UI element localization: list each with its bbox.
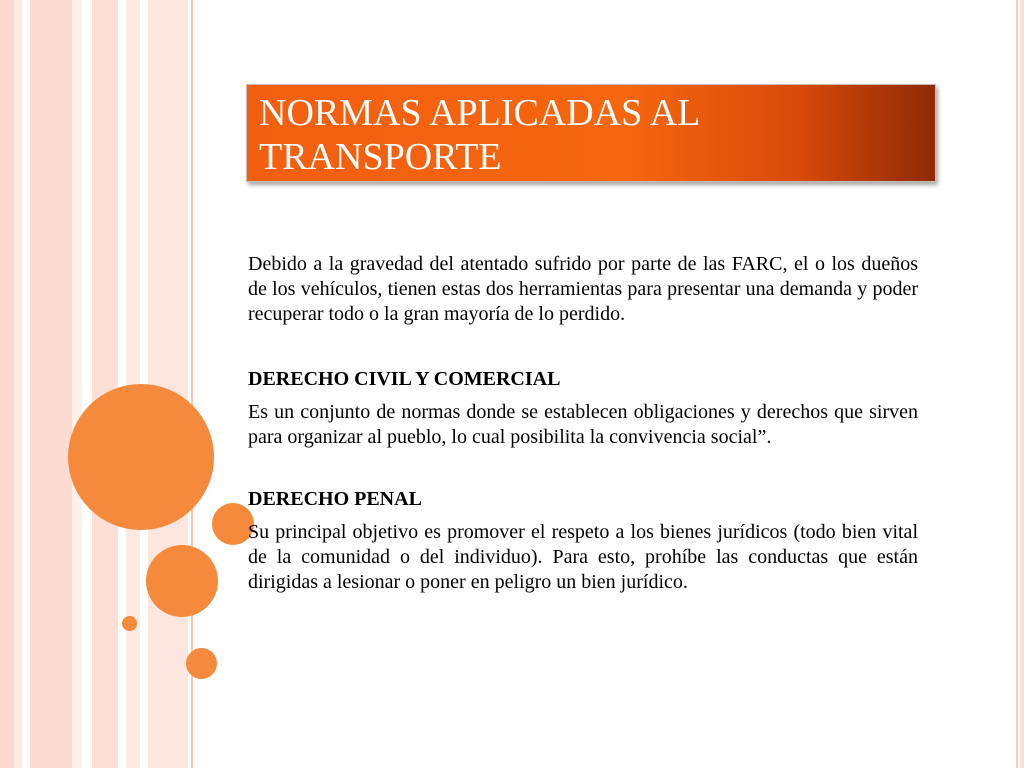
slide-body xyxy=(248,252,918,595)
stripe xyxy=(30,0,72,768)
section-body-penal: Su principal objetivo es promover el respeto a los bienes jurídicos (todo bien vital de la comunidad o del individuo). Para esto, prohíbe las conductas que están dirigidas a lesionar o poner en peligro un bien jurídico. xyxy=(248,521,918,593)
section-heading-penal: DERECHO PENAL xyxy=(248,488,422,510)
decorative-circle-large xyxy=(68,384,214,530)
stripe xyxy=(148,0,188,768)
decorative-circle-tiny xyxy=(122,616,137,631)
decorative-stripes xyxy=(0,0,200,768)
section-body-civil: Es un conjunto de normas donde se establecen obligaciones y derechos que sirven para organizar al pueblo, lo cual posibilita la convivencia social”. xyxy=(248,401,918,448)
slide-title: NORMAS APLICADAS AL TRANSPORTE xyxy=(259,92,699,178)
title-banner xyxy=(246,84,936,182)
stripe xyxy=(14,0,22,768)
stripe xyxy=(92,0,118,768)
stripe xyxy=(0,0,14,768)
intro-paragraph: Debido a la gravedad del atentado sufrido por parte de las FARC, el o los dueños de los vehículos, tienen estas dos herramientas para presentar una demanda y poder recuperar todo o la gran mayoría de lo perdido. xyxy=(248,253,918,325)
right-edge-line xyxy=(1016,0,1018,768)
decorative-circle-small xyxy=(186,648,217,679)
stripe xyxy=(72,0,82,768)
section-heading-civil: DERECHO CIVIL Y COMERCIAL xyxy=(248,368,561,390)
right-edge-band xyxy=(1020,0,1024,768)
decorative-circle-medium xyxy=(146,545,218,617)
